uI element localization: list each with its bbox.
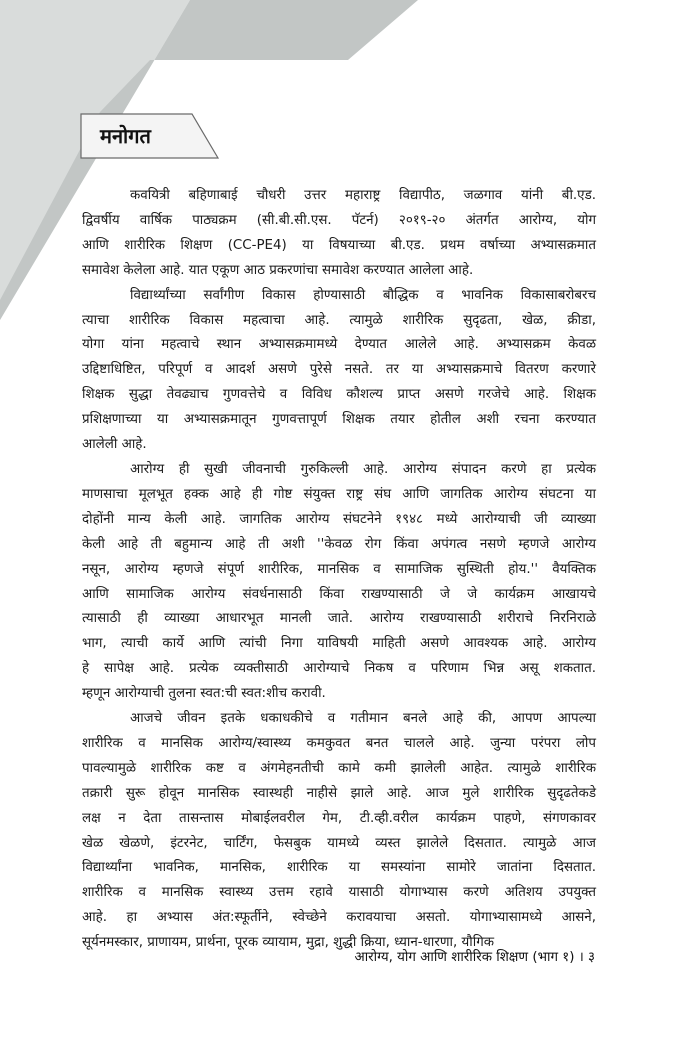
text-line: तक्रारी सुरू होवून मानसिक स्वास्थही नाहीसे झाले आहे. आज मुले शारीरिक सुदृढतेकडे xyxy=(82,785,596,801)
text-line: योगा यांना महत्वाचे स्थान अभ्यासक्रमामध्ये देण्यात आलेले आहे. अभ्यासक्रम केवळ xyxy=(82,337,596,353)
text-line: दोहोंनी मान्य केली आहे. जागतिक आरोग्य संघटनेने १९४८ मध्ये आरोग्याची जी व्याख्या xyxy=(82,511,596,527)
text-line: त्याचा शारीरिक विकास महत्वाचा आहे. त्यामुळे शारीरिक सुदृढता, खेळ, क्रीडा, xyxy=(82,312,596,328)
text-line: भाग, त्याची कार्ये आणि त्यांची निगा याविषयी माहिती असणे आवश्यक आहे. आरोग्य xyxy=(82,636,596,652)
text-line: आणि सामाजिक आरोग्य संवर्धनासाठी किंवा राखण्यासाठी जे जे कार्यक्रम आखायचे xyxy=(82,586,596,602)
text-line: कवयित्री बहिणाबाई चौधरी उत्तर महाराष्ट्र विद्यापीठ, जळगाव यांनी बी.एड. xyxy=(130,188,596,203)
page-heading: मनोगत xyxy=(100,124,151,148)
text-line: केली आहे ती बहुमान्य आहे ती अशी ''केवळ रोग किंवा अपंगत्व नसणे म्हणजे आरोग्य xyxy=(82,536,596,552)
text-line: खेळ खेळणे, इंटरनेट, चार्टिंग, फेसबुक यामध्ये व्यस्त झालेले दिसतात. त्यामुळे आज xyxy=(82,835,596,851)
text-line: आलेली आहे. xyxy=(82,437,147,453)
paragraph xyxy=(82,707,596,956)
text-line: शारीरिक व मानसिक आरोग्य/स्वास्थ्य कमकुवत बनत चालले आहे. जुन्या परंपरा लोप xyxy=(82,735,596,751)
text-line: आजचे जीवन इतके धकाधकीचे व गतीमान बनले आहे की, आपण आपल्या xyxy=(130,711,596,727)
paragraph xyxy=(82,284,596,458)
text-line: विद्यार्थ्यांना भावनिक, मानसिक, शारीरिक या समस्यांना सामोरे जातांना दिसतात. xyxy=(82,860,596,876)
text-line: माणसाचा मूलभूत हक्क आहे ही गोष्ट संयुक्त राष्ट्र संघ आणि जागतिक आरोग्य संघटना या xyxy=(82,486,596,502)
text-line: लक्ष न देता तासन्तास मोबाईलवरील गेम, टी.व्ही.वरील कार्यक्रम पाहणे, संगणकावर xyxy=(82,810,596,826)
text-line: द्विवर्षीय वार्षिक पाठ्यक्रम (सी.बी.सी.एस. पॅटर्न) २०१९-२० अंतर्गत आरोग्य, योग xyxy=(82,212,596,228)
page-footer: आरोग्य, योग आणि शारीरिक शिक्षण (भाग १) । ३ xyxy=(354,950,595,965)
text-line: पावल्यामुळे शारीरिक कष्ट व अंगमेहनतीची कामे कमी झालेली आहेत. त्यामुळे शारीरिक xyxy=(82,760,596,776)
text-line: आहे. हा अभ्यास अंत:स्फूर्तीने, स्वेच्छेने करावयाचा असतो. योगाभ्यासामध्ये आसने, xyxy=(82,910,596,926)
text-line: त्यासाठी ही व्याख्या आधारभूत मानली जाते. आरोग्य राखण्यासाठी शरीराचे निरनिराळे xyxy=(82,611,596,627)
text-line: सूर्यनमस्कार, प्राणायम, प्रार्थना, पूरक व्यायाम, मुद्रा, शुद्धी क्रिया, ध्यान-धारणा, यौगिक xyxy=(82,935,495,951)
text-line: आणि शारीरिक शिक्षण (CC-PE4) या विषयाच्या बी.एड. प्रथम वर्षाच्या अभ्यासक्रमात xyxy=(82,237,596,253)
text-line: आरोग्य ही सुखी जीवनाची गुरुकिल्ली आहे. आरोग्य संपादन करणे हा प्रत्येक xyxy=(130,461,596,477)
text-line: शारीरिक व मानसिक स्वास्थ्य उत्तम रहावे यासाठी योगाभ्यास करणे अतिशय उपयुक्त xyxy=(82,885,596,901)
text-line: नसून, आरोग्य म्हणजे संपूर्ण शारीरिक, मानसिक व सामाजिक सुस्थिती होय.'' वैयक्तिक xyxy=(82,561,596,577)
text-line: म्हणून आरोग्याची तुलना स्वत:ची स्वत:शीच करावी. xyxy=(82,686,326,702)
text-line: विद्यार्थ्यांच्या सर्वांगीण विकास होण्यासाठी बौद्धिक व भावनिक विकासाबरोबरच xyxy=(130,287,596,303)
paragraph xyxy=(82,458,596,707)
paragraph xyxy=(82,184,596,284)
text-line: प्रशिक्षणाच्या या अभ्यासक्रमातून गुणवत्तापूर्ण शिक्षक तयार होतील अशी रचना करण्यात xyxy=(82,412,596,428)
text-line: उद्दिष्टाधिष्टित, परिपूर्ण व आदर्श असणे पुरेसे नसते. तर या अभ्यासक्रमाचे वितरण करणारे xyxy=(82,362,596,378)
text-line: समावेश केलेला आहे. यात एकूण आठ प्रकरणांचा समावेश करण्यात आलेला आहे. xyxy=(82,262,474,278)
text-line: शिक्षक सुद्धा तेवढ्याच गुणवत्तेचे व विविध कौशल्य प्राप्त असणे गरजेचे आहे. शिक्षक xyxy=(82,387,596,403)
body-text xyxy=(82,184,596,956)
text-line: हे सापेक्ष आहे. प्रत्येक व्यक्तीसाठी आरोग्याचे निकष व परिणाम भिन्न असू शकतात. xyxy=(82,661,596,677)
